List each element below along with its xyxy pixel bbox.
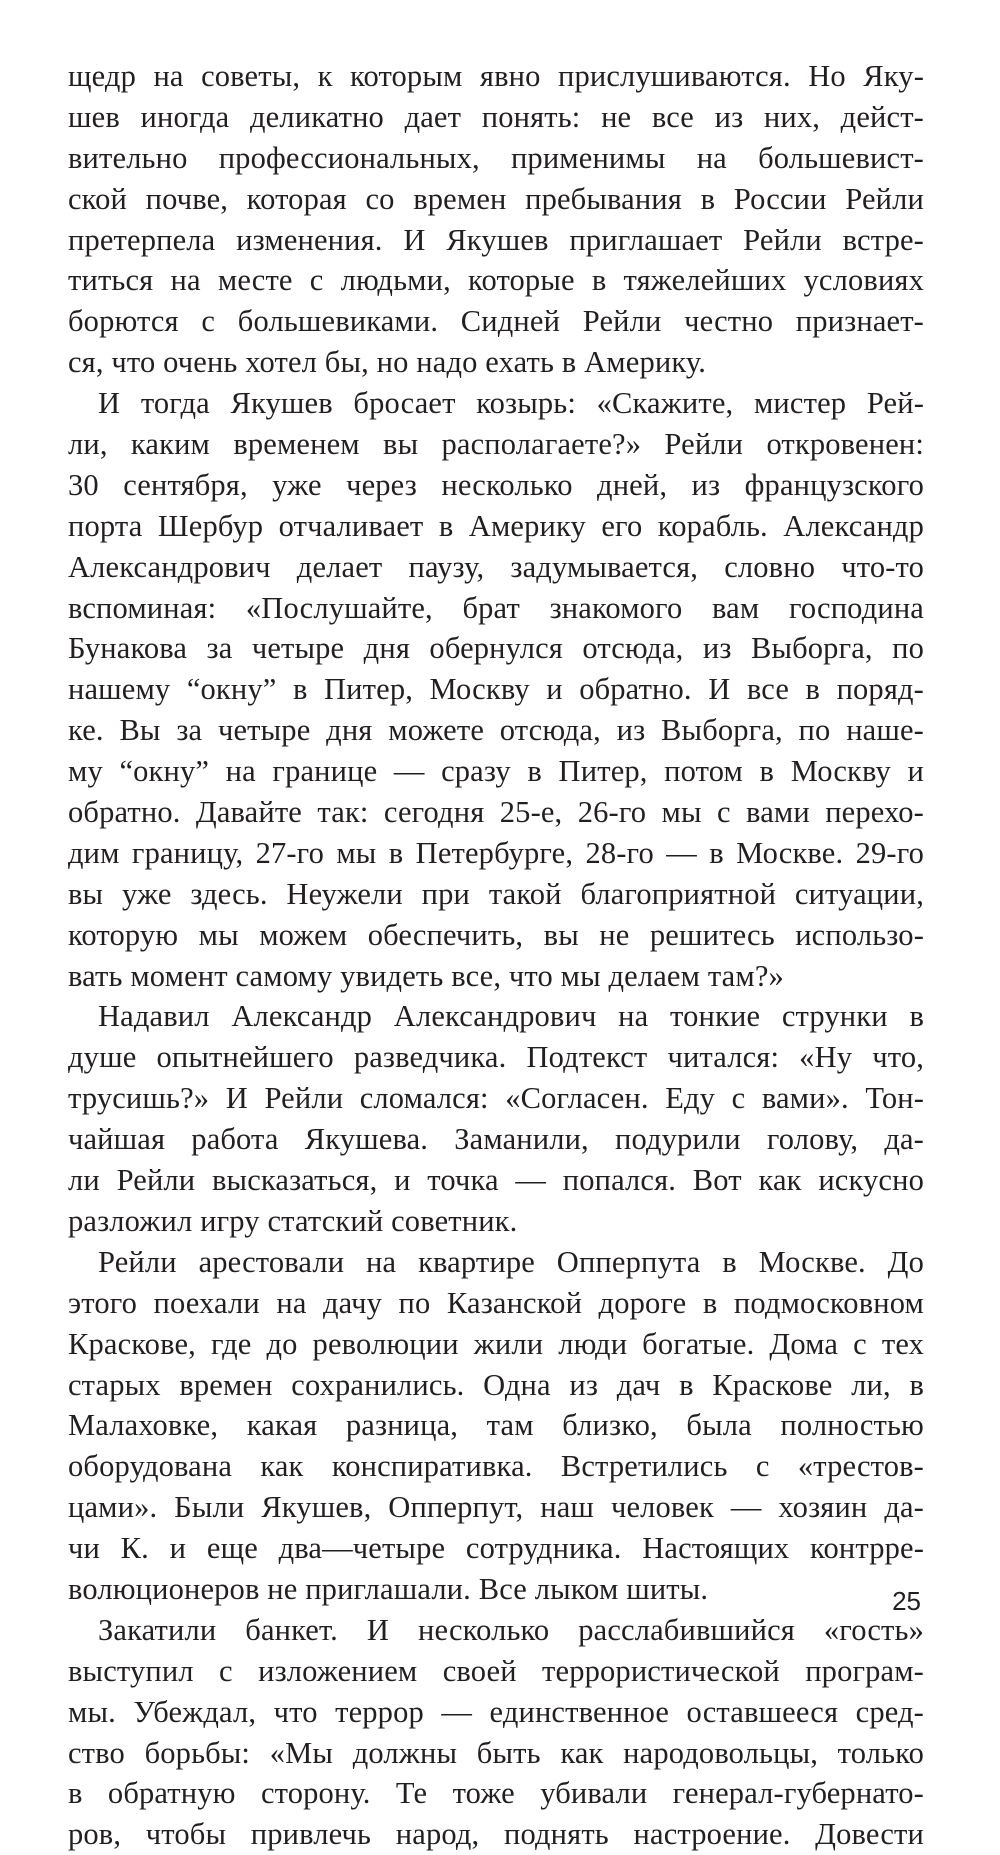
text-line: вы уже здесь. Неужели при такой благоприятной ситуации, [68, 876, 924, 911]
text-line: Александрович делает паузу, задумывается, словно что-то [68, 549, 924, 584]
paragraph [68, 996, 924, 1241]
text-line: 30 сентября, уже через несколько дней, из французского [68, 467, 924, 502]
text-line: борются с большевиками. Сидней Рейли честно признает- [68, 304, 924, 339]
paragraph [68, 1610, 924, 1855]
paragraph [68, 1242, 924, 1610]
page-number: 25 [892, 1586, 921, 1616]
text-line: этого поехали на дачу по Казанской дороге в подмосковном [68, 1285, 924, 1320]
text-line: обратно. Давайте так: сегодня 25-е, 26-го мы с вами перехо- [68, 795, 924, 830]
text-line: Бунакова за четыре дня обернулся отсюда, из Выборга, по [68, 631, 924, 666]
text-line: которую мы можем обеспечить, вы не решитесь использо- [68, 917, 924, 952]
text-line: Рейли арестовали на квартире Опперпута в Москве. До [98, 1244, 924, 1279]
text-line: ли, каким временем вы располагаете?» Рейли откровенен: [68, 427, 924, 462]
text-line: вспоминая: «Послушайте, брат знакомого вам господина [68, 590, 924, 625]
text-line: ство борьбы: «Мы должны быть как народовольцы, только [68, 1735, 924, 1770]
text-line: претерпела изменения. И Якушев приглашает Рейли встре- [68, 222, 924, 257]
text-line: вать момент самому увидеть все, что мы делаем там?» [68, 958, 784, 993]
paragraph [68, 383, 924, 996]
body-text [68, 56, 924, 1855]
text-line: цами». Были Якушев, Опперпут, наш человек — хозяин да- [68, 1490, 924, 1525]
text-line: ской почве, которая со времен пребывания в России Рейли [68, 181, 924, 216]
text-line: шев иногда деликатно дает понять: не все из них, дейст- [68, 99, 924, 134]
text-line: волюционеров не приглашали. Все лыком шиты. [68, 1571, 709, 1606]
text-line: разложил игру статский советник. [68, 1203, 518, 1238]
text-line: чайшая работа Якушева. Заманили, подурили голову, да- [68, 1122, 924, 1157]
text-line: душе опытнейшего разведчика. Подтекст читался: «Ну что, [68, 1040, 924, 1075]
text-line: выступил с изложением своей террористической програм- [68, 1653, 924, 1688]
text-line: нашему “окну” в Питер, Москву и обратно. И все в поряд- [68, 672, 924, 707]
text-line: чи К. и еще два—четыре сотрудника. Настоящих контрре- [68, 1531, 924, 1566]
text-line: му “окну” на границе — сразу в Питер, потом в Москву и [68, 754, 924, 789]
text-line: Закатили банкет. И несколько расслабившийся «гость» [98, 1612, 924, 1647]
text-line: ке. Вы за четыре дня можете отсюда, из Выборга, по наше- [68, 713, 924, 748]
text-line: в обратную сторону. Те тоже убивали генерал-губернато- [68, 1776, 924, 1811]
text-line: вительно профессиональных, применимы на большевист- [68, 140, 924, 175]
text-line: И тогда Якушев бросает козырь: «Скажите, мистер Рей- [98, 386, 924, 421]
text-line: трусишь?» И Рейли сломался: «Согласен. Еду с вами». Тон- [68, 1081, 924, 1116]
text-line: Малаховке, какая разница, там близко, была полностью [68, 1408, 924, 1443]
text-line: старых времен сохранились. Одна из дач в Краскове ли, в [68, 1367, 924, 1402]
text-line: титься на месте с людьми, которые в тяжелейших условиях [68, 263, 924, 298]
text-line: мы. Убеждал, что террор — единственное оставшееся сред- [68, 1694, 924, 1729]
text-line: ли Рейли высказаться, и точка — попался. Вот как искусно [68, 1163, 924, 1198]
text-line: дим границу, 27-го мы в Петербурге, 28-го — в Москве. 29-го [68, 835, 924, 870]
text-line: Краскове, где до революции жили люди богатые. Дома с тех [68, 1326, 924, 1361]
paragraph [68, 56, 924, 383]
text-line: порта Шербур отчаливает в Америку его корабль. Александр [68, 508, 924, 543]
text-line: щедр на советы, к которым явно прислушиваются. Но Яку- [68, 59, 924, 93]
text-line: Надавил Александр Александрович на тонкие струнки в [98, 999, 924, 1034]
text-line: ся, что очень хотел бы, но надо ехать в Америку. [68, 345, 706, 380]
text-line: оборудована как конспиративка. Встретились с «трестов- [68, 1449, 924, 1484]
text-line: ров, чтобы привлечь народ, поднять настроение. Довести [68, 1817, 924, 1852]
